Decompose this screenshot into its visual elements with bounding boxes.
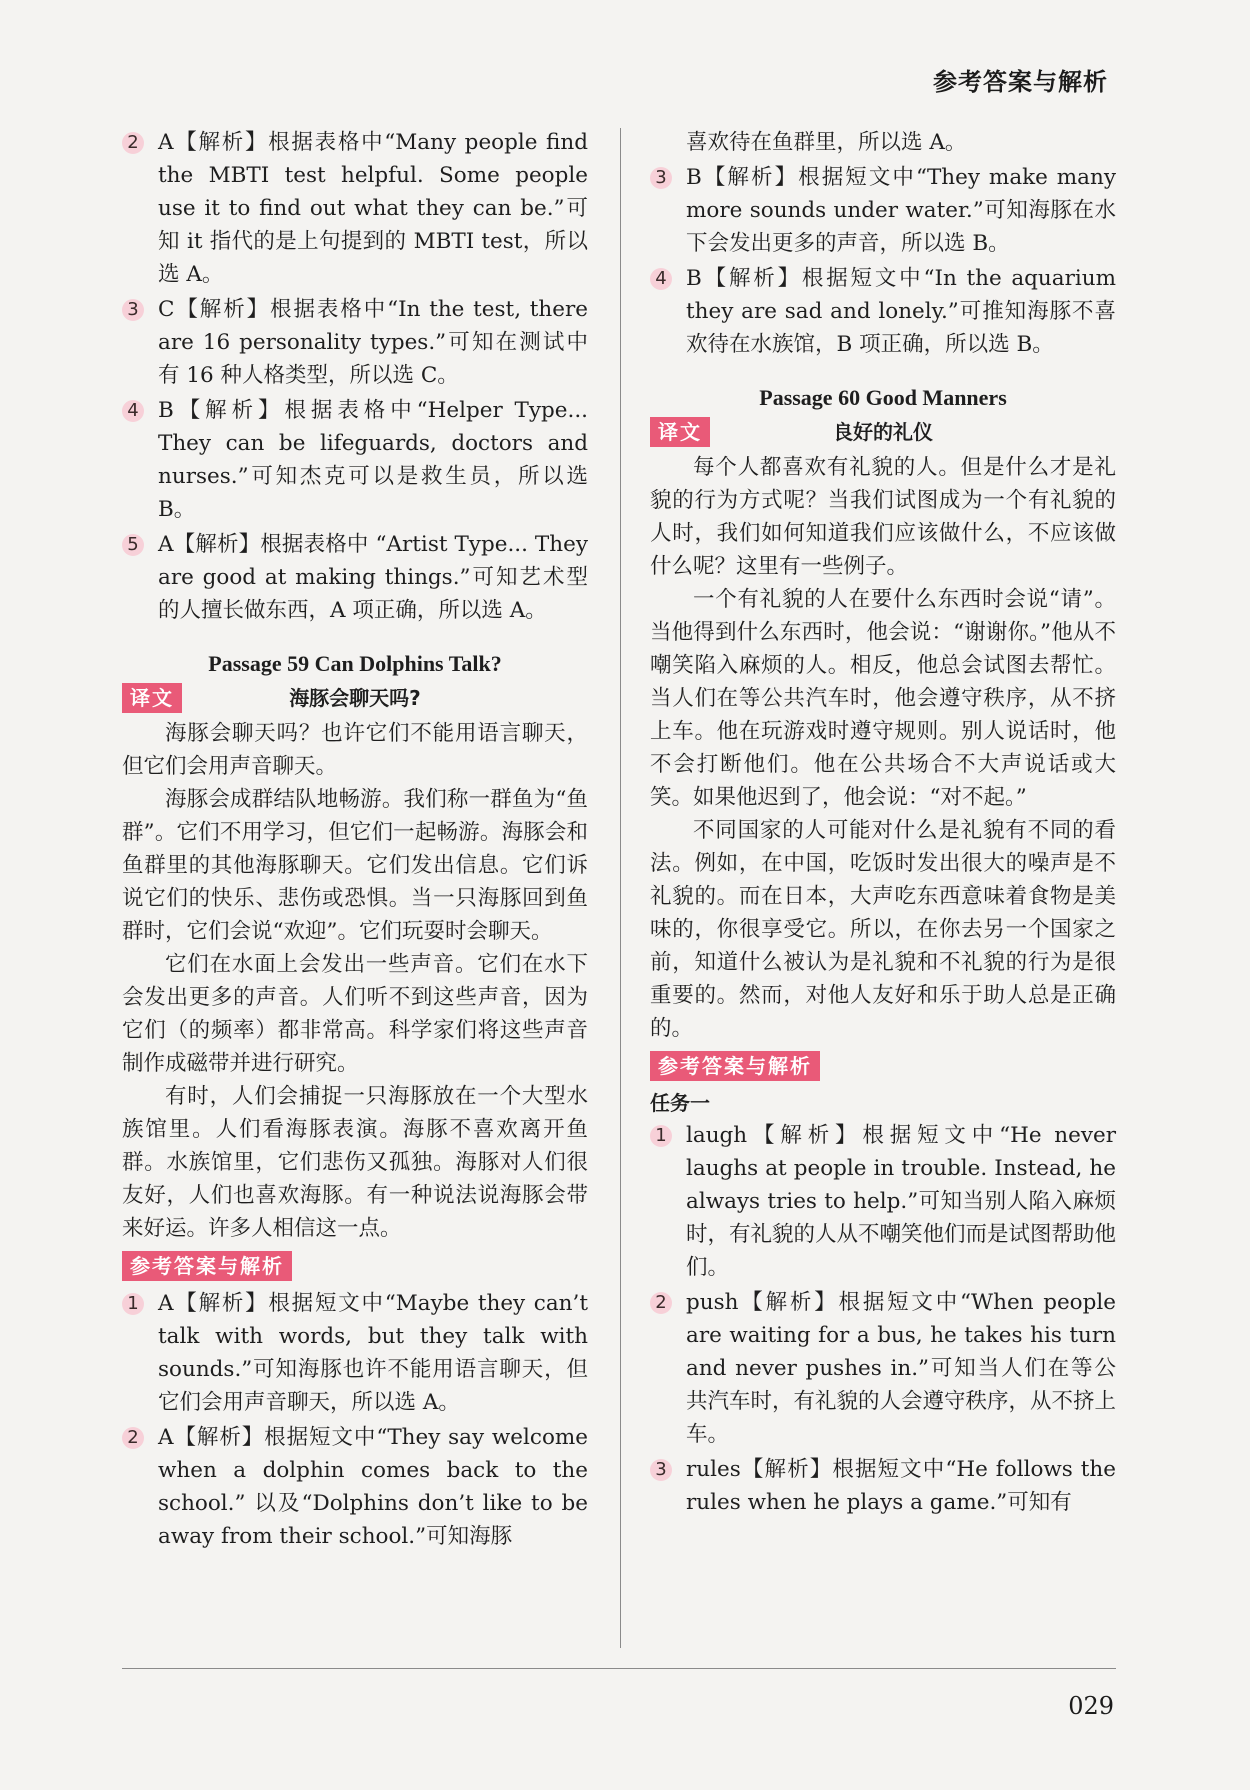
translation-tag: 译文 [650, 417, 710, 447]
answer-item [122, 1287, 588, 1419]
paragraph: 每个人都喜欢有礼貌的人。但是什么才是礼貌的行为方式呢？当我们试图成为一个有礼貌的人时，我们如何知道我们应该做什么，不应该做什么呢？这里有一些例子。 [650, 455, 1116, 579]
translation-tag: 译文 [122, 683, 182, 713]
translation-title: 良好的礼仪 [833, 420, 933, 444]
answer-tag: 参考答案与解析 [650, 1051, 820, 1081]
item-number: 3 [650, 167, 672, 189]
item-text: rules【解析】根据短文中“He follows the rules when he plays a game.”可知有 [686, 1457, 1116, 1515]
column-divider [620, 128, 621, 1648]
page-number: 029 [1068, 1692, 1114, 1720]
task-title: 任务一 [650, 1091, 710, 1115]
item-text: A【解析】根据短文中“Maybe they can’t talk with words, but they talk with sounds.”可知海豚也许不能用语言聊天，但它们会用声音聊天，所以选 A。 [158, 1291, 588, 1415]
item-number: 5 [122, 534, 144, 556]
paragraph: 它们在水面上会发出一些声音。它们在水下会发出更多的声音。人们听不到这些声音，因为它们（的频率）都非常高。科学家们将这些声音制作成磁带并进行研究。 [122, 952, 588, 1076]
item-text: A【解析】根据表格中“Many people find the MBTI test helpful. Some people use it to find out what they can be.”可知 it 指代的是上句提到的 MBTI test，所以选 A。 [158, 130, 588, 287]
item-text: B【解析】根据短文中“In the aquarium they are sad and lonely.”可推知海豚不喜欢待在水族馆，B 项正确，所以选 B。 [686, 266, 1116, 357]
translation-header [650, 415, 1116, 449]
answer-continuation [650, 126, 1116, 159]
paragraph: 不同国家的人可能对什么是礼貌有不同的看法。例如，在中国，吃饭时发出很大的噪声是不礼貌的。而在日本，大声吃东西意味着食物是美味的，你很享受它。所以，在你去另一个国家之前，知道什么被认为是礼貌和不礼貌的行为是很重要的。然而，对他人友好和乐于助人总是正确的。 [650, 818, 1116, 1041]
header-title: 参考答案与解析 [933, 68, 1108, 96]
answer-item [650, 161, 1116, 260]
item-text: 喜欢待在鱼群里，所以选 A。 [686, 130, 967, 155]
passage-title: Passage 60 Good Manners [759, 385, 1007, 410]
item-text: B【解析】根据表格中“Helper Type... They can be lifeguards, doctors and nurses.”可知杰克可以是救生员，所以选 B。 [158, 398, 588, 522]
item-text: push【解析】根据短文中“When people are waiting for a bus, he takes his turn and never pushes in.”可知当人们在等公共汽车时，有礼貌的人会遵守秩序，从不挤上车。 [686, 1290, 1117, 1447]
right-column [650, 126, 1116, 1521]
answer-section-header [122, 1251, 588, 1281]
footer-rule [122, 1668, 1116, 1669]
left-column [122, 126, 588, 1555]
answer-item [122, 528, 588, 627]
answer-item [650, 1453, 1116, 1519]
item-number: 2 [122, 132, 144, 154]
item-number: 4 [122, 400, 144, 422]
item-number: 3 [122, 299, 144, 321]
answer-item [122, 293, 588, 392]
item-number: 4 [650, 268, 672, 290]
item-number: 2 [650, 1292, 672, 1314]
paragraph: 海豚会成群结队地畅游。我们称一群鱼为“鱼群”。它们不用学习，但它们一起畅游。海豚会和鱼群里的其他海豚聊天。它们发出信息。它们诉说它们的快乐、悲伤或恐惧。当一只海豚回到鱼群时，它们会说“欢迎”。它们玩耍时会聊天。 [122, 787, 588, 944]
item-number: 2 [122, 1427, 144, 1449]
answer-item [122, 126, 588, 291]
answer-item [122, 1421, 588, 1553]
item-number: 1 [122, 1293, 144, 1315]
paragraph: 有时，人们会捕捉一只海豚放在一个大型水族馆里。人们看海豚表演。海豚不喜欢离开鱼群。水族馆里，它们悲伤又孤独。海豚对人们很友好，人们也喜欢海豚。有一种说法说海豚会带来好运。许多人相信这一点。 [122, 1084, 588, 1241]
passage-title: Passage 59 Can Dolphins Talk? [208, 651, 502, 676]
paragraph: 一个有礼貌的人在要什么东西时会说“请”。当他得到什么东西时，他会说：“谢谢你。”他从不嘲笑陷入麻烦的人。相反，他总会试图去帮忙。当人们在等公共汽车时，他会遵守秩序，从不挤上车。他在玩游戏时遵守规则。别人说话时，他不会打断他们。他在公共场合不大声说话或大笑。如果他迟到了，他会说：“对不起。” [650, 587, 1116, 810]
paragraph: 海豚会聊天吗？也许它们不能用语言聊天，但它们会用声音聊天。 [122, 721, 588, 779]
item-text: laugh【解析】根据短文中“He never laughs at people in trouble. Instead, he always tries to help.”可知当别人陷入麻烦时，有礼貌的人从不嘲笑他们而是试图帮助他们。 [686, 1123, 1117, 1280]
answer-section-header [650, 1051, 1116, 1081]
item-text: A【解析】根据短文中“They say welcome when a dolphin comes back to the school.” 以及“Dolphins don’t like to be away from their school.”可知海豚 [158, 1425, 588, 1549]
answer-item [650, 262, 1116, 361]
item-text: A【解析】根据表格中 “Artist Type... They are good at making things.”可知艺术型的人擅长做东西，A 项正确，所以选 A。 [158, 532, 588, 623]
item-text: C【解析】根据表格中“In the test, there are 16 personality types.”可知在测试中有 16 种人格类型，所以选 C。 [158, 297, 588, 388]
item-number: 1 [650, 1125, 672, 1147]
answer-item [650, 1119, 1116, 1284]
answer-tag: 参考答案与解析 [122, 1251, 292, 1281]
answer-item [650, 1286, 1116, 1451]
item-text: B【解析】根据短文中“They make many more sounds under water.”可知海豚在水下会发出更多的声音，所以选 B。 [686, 165, 1116, 256]
translation-header [122, 681, 588, 715]
item-number: 3 [650, 1459, 672, 1481]
translation-title: 海豚会聊天吗? [289, 686, 421, 710]
answer-item [122, 394, 588, 526]
